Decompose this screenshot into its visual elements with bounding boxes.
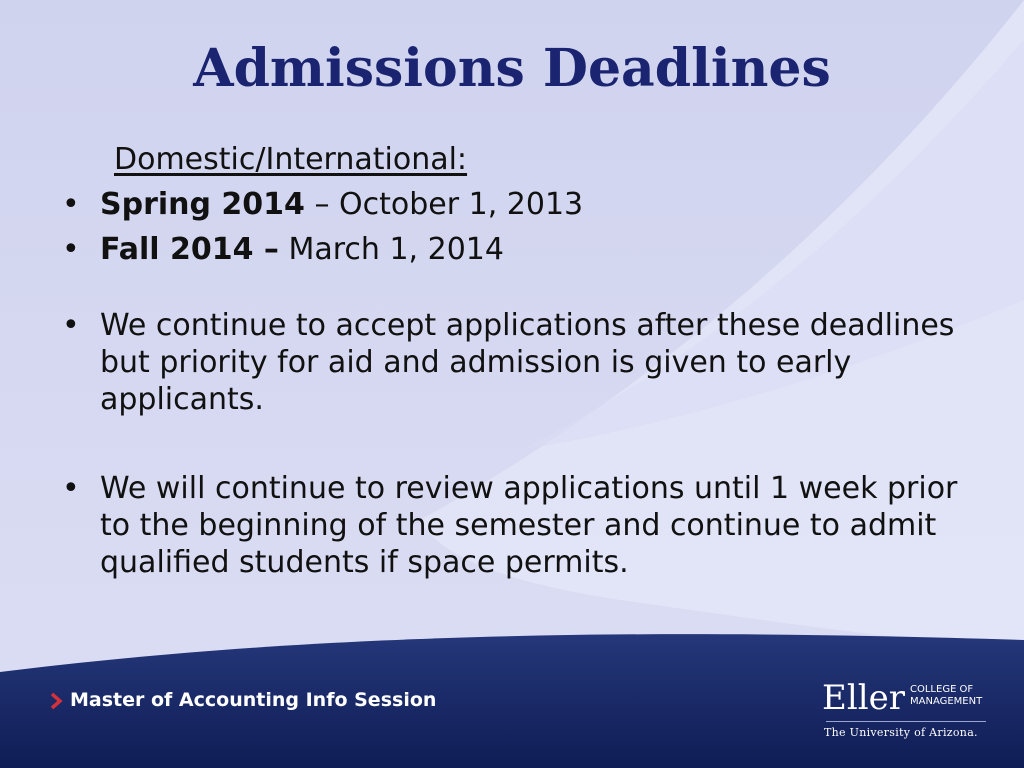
bullet-dot: • — [62, 471, 80, 506]
bullet-text: We continue to accept applications after these deadlines but priority for aid and admission is given to early applicants. — [100, 308, 955, 417]
eller-logo — [822, 678, 992, 744]
chevron-right-icon — [50, 691, 64, 711]
bullet-date: March 1, 2014 — [278, 232, 504, 267]
bullet-dot: • — [62, 232, 80, 267]
bullet-dot: • — [62, 187, 80, 222]
footer-session-label: Master of Accounting Info Session — [70, 689, 437, 711]
bullet-dot: • — [62, 308, 80, 343]
bullet-term: Fall 2014 – — [100, 232, 279, 267]
bullet-text: We will continue to review applications until 1 week prior to the beginning of the semester and continue to admit qualified students if space permits. — [100, 471, 958, 580]
logo-college: COLLEGE OF MANAGEMENT — [910, 684, 983, 707]
logo-university: The University of Arizona. — [824, 726, 978, 739]
bullet-term: Spring 2014 — [100, 187, 305, 222]
logo-divider — [826, 721, 986, 722]
slide-title: Admissions Deadlines — [193, 38, 831, 99]
deadline-subheading: Domestic/International: — [114, 142, 468, 177]
bullet-date: – October 1, 2013 — [304, 187, 584, 222]
logo-name: Eller — [822, 678, 905, 718]
